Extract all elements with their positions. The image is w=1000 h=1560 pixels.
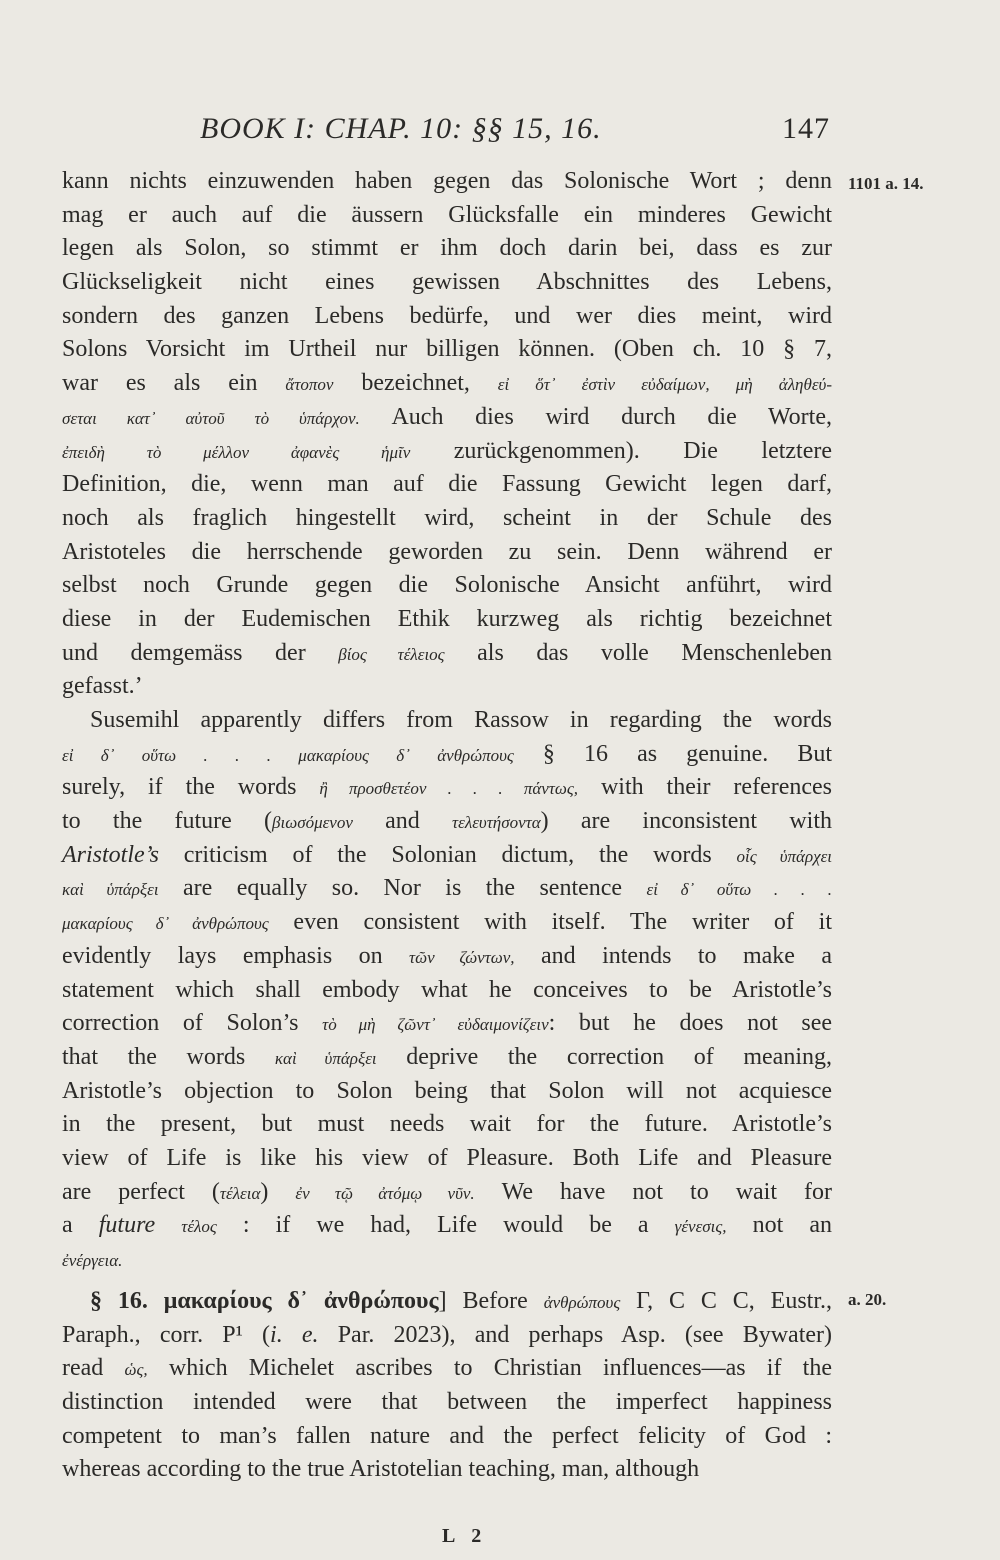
text-line [62, 435, 832, 469]
greek-text: ἐνέργεια. [62, 1251, 123, 1270]
greek-text: βιωσόμενον [272, 813, 353, 833]
text-line [62, 1209, 832, 1243]
text-run: gefasst.’ [62, 673, 143, 700]
text-run: Aristotle’s objection to Solon being that Solon will not acquiesce [62, 1077, 832, 1104]
text-line [62, 1007, 832, 1041]
text-run: ) [260, 1178, 296, 1205]
text-line [62, 569, 832, 603]
text-run: mag er auch auf die äussern Glücksfalle ein minderes Gewicht [62, 201, 832, 228]
signature-mark: L 2 [442, 1525, 488, 1547]
text-line [62, 502, 832, 536]
text-line [62, 165, 832, 199]
text-run: ) are inconsistent with [540, 808, 832, 835]
text-line [62, 1075, 832, 1109]
text-line [62, 771, 832, 805]
text-run: zurückgenommen). Die letztere [410, 437, 832, 464]
text-line [62, 1386, 832, 1420]
running-title: BOOK I: CHAP. 10: §§ 15, 16. [200, 112, 602, 145]
text-line [62, 637, 832, 671]
text-run: are equally so. Nor is the sentence [158, 875, 647, 902]
text-run: Definition, die, wenn man auf die Fassung Gewicht legen darf, [62, 471, 832, 498]
text-run: : if we had, Life would be a [216, 1212, 675, 1239]
text-run: evidently lays emphasis on [62, 942, 410, 969]
page-number: 147 [782, 112, 830, 145]
text-run: to the future ( [62, 808, 272, 835]
text-line [62, 1041, 832, 1075]
greek-text: καὶ ὑπάρξει [274, 1048, 377, 1068]
text-line [62, 839, 832, 873]
text-run: als das volle Menschenleben [444, 639, 832, 666]
text-run: future [98, 1212, 156, 1239]
text-line [62, 704, 832, 738]
greek-text: ἐν τῷ ἀτόμῳ νῦν. [295, 1183, 475, 1203]
margin-note-line-ref: a. 20. [848, 1290, 887, 1309]
text-run: Glückseligkeit nicht eines gewissen Abschnittes des Lebens, [62, 269, 832, 296]
text-run: read [62, 1355, 125, 1382]
text-run: sondern des ganzen Lebens bedürfe, und wer dies meint, wird [62, 302, 832, 329]
greek-text: τῶν ζώντων, [409, 947, 515, 967]
text-run: not an [726, 1212, 833, 1239]
text-line [62, 906, 832, 940]
text-line [62, 1108, 832, 1142]
text-run: i. e. [270, 1321, 319, 1348]
text-line [62, 367, 832, 401]
text-run: view of Life is like his view of Pleasure. Both Life and Pleasure [62, 1144, 832, 1171]
text-line [62, 1176, 832, 1210]
text-run: and intends to make a [514, 942, 833, 969]
text-line [62, 738, 832, 772]
greek-text: βίος τέλειος [338, 644, 445, 664]
text-run: legen als Solon, so stimmt er ihm doch darin bei, dass es zur [62, 235, 832, 262]
text-line [62, 670, 832, 704]
text-line [62, 603, 832, 637]
text-line [62, 1453, 832, 1487]
greek-text: τελευτήσοντα [452, 813, 541, 833]
text-line [62, 1420, 832, 1454]
margin-note-bekker-ref: 1101 a. 14. [848, 174, 924, 193]
greek-text: τέλεια [219, 1183, 261, 1203]
text-run: statement which shall embody what he conceives to be Aristotle’s [62, 976, 832, 1003]
text-line [62, 266, 832, 300]
paragraph-footnote-16 [62, 1285, 832, 1487]
greek-text: σεται κατ᾽ αὐτοῦ τὸ ὑπάρχον. [62, 408, 360, 428]
text-line [62, 1243, 832, 1277]
text-run: Aristoteles die herrschende geworden zu sein. Denn während er [62, 538, 832, 565]
text-run: kann nichts einzuwenden haben gegen das Solonische Wort ; denn [62, 168, 832, 194]
text-run: and [352, 808, 453, 835]
running-header [200, 112, 830, 146]
text-line [62, 872, 832, 906]
text-run: a [62, 1212, 99, 1239]
greek-text: εἰ δ᾽ οὕτω . . . [646, 880, 832, 900]
greek-text: μακαρίους δ᾽ ἀνθρώπους [62, 914, 269, 934]
text-run: diese in der Eudemischen Ethik kurzweg als richtig bezeichnet [62, 605, 832, 632]
text-run: whereas according to the true Aristotelian teaching, man, although [62, 1456, 700, 1483]
text-line [62, 940, 832, 974]
text-run: that the words [62, 1043, 275, 1070]
greek-text: ἢ προσθετέον . . . πάντως, [319, 779, 579, 799]
text-line [62, 300, 832, 334]
text-line [62, 401, 832, 435]
greek-text: εἰ ὅτ᾽ ἐστὶν εὐδαίμων, μὴ ἀληθεύ- [497, 375, 832, 395]
text-line [62, 536, 832, 570]
text-run: und demgemäss der [62, 639, 339, 666]
text-run: Solons Vorsicht im Urtheil nur billigen können. (Oben ch. 10 § 7, [62, 336, 832, 363]
text-line [62, 974, 832, 1008]
greek-text: ὡς, [124, 1360, 148, 1380]
text-line [62, 468, 832, 502]
text-run: competent to man’s fallen nature and the perfect felicity of God : [62, 1422, 832, 1449]
text-run: selbst noch Grunde gegen die Solonische Ansicht anführt, wird [62, 572, 832, 599]
text-run: criticism of the Solonian dictum, the words [158, 841, 737, 868]
text-run: in the present, but must needs wait for the future. Aristotle’s [62, 1111, 832, 1138]
paragraph-quotation [62, 165, 832, 704]
text-line [62, 1319, 832, 1353]
text-run: correction of Solon’s [62, 1010, 323, 1037]
text-run [155, 1212, 181, 1238]
greek-text: εἰ δ᾽ οὕτω . . . μακαρίους δ᾽ ἀνθρώπους [62, 745, 514, 765]
text-run: We have not to wait for [474, 1178, 832, 1205]
text-run: bezeichnet, [333, 370, 498, 397]
text-run: Paraph., corr. P¹ ( [62, 1321, 271, 1348]
greek-text: ἀνθρώπους [543, 1293, 621, 1312]
greek-text: καὶ ὑπάρξει [62, 880, 159, 900]
text-run: with their references [578, 774, 833, 801]
greek-text: ἄτοπον [285, 375, 334, 395]
text-line [62, 333, 832, 367]
text-line [62, 199, 832, 233]
greek-text: οἷς ὑπάρχει [736, 846, 832, 866]
text-run: which Michelet ascribes to Christian influences—as if the [147, 1355, 833, 1382]
text-run: Aristotle’s [62, 841, 159, 868]
text-run: deprive the correction of meaning, [376, 1043, 832, 1070]
greek-text: τέλος [181, 1217, 217, 1237]
greek-text: ἐπειδὴ τὸ μέλλον ἀφανὲς ἡμῖν [62, 442, 411, 462]
text-run: surely, if the words [62, 774, 320, 801]
text-run: are perfect ( [62, 1178, 220, 1205]
text-run: Γ, C C C, Eustr., [620, 1288, 832, 1314]
paragraph-commentary [62, 704, 832, 1277]
text-run: § 16 as genuine. But [513, 740, 833, 767]
text-run: Par. 2023), and perhaps Asp. (see Bywater) [318, 1321, 832, 1348]
text-line [62, 232, 832, 266]
text-run: distinction intended were that between the imperfect happiness [62, 1389, 832, 1416]
text-run: Susemihl apparently differs from Rassow in regarding the words [90, 707, 832, 733]
text-run: ] Before [438, 1288, 544, 1314]
greek-text: γένεσις, [674, 1217, 727, 1237]
text-run: war es als ein [62, 370, 286, 397]
text-run: Auch dies wird durch die Worte, [359, 403, 832, 430]
text-run: : but he does not see [548, 1010, 833, 1037]
text-line [62, 1285, 832, 1319]
text-line [62, 1142, 832, 1176]
text-line [62, 805, 832, 839]
text-line [62, 1352, 832, 1386]
greek-text: τὸ μὴ ζῶντ᾽ εὐδαιμονίζειν [322, 1015, 549, 1035]
text-run: § 16. μακαρίους δ᾽ ἀνθρώπους [90, 1288, 439, 1314]
text-run: noch als fraglich hingestellt wird, scheint in der Schule des [62, 504, 832, 531]
text-run: even consistent with itself. The writer of it [268, 909, 832, 936]
